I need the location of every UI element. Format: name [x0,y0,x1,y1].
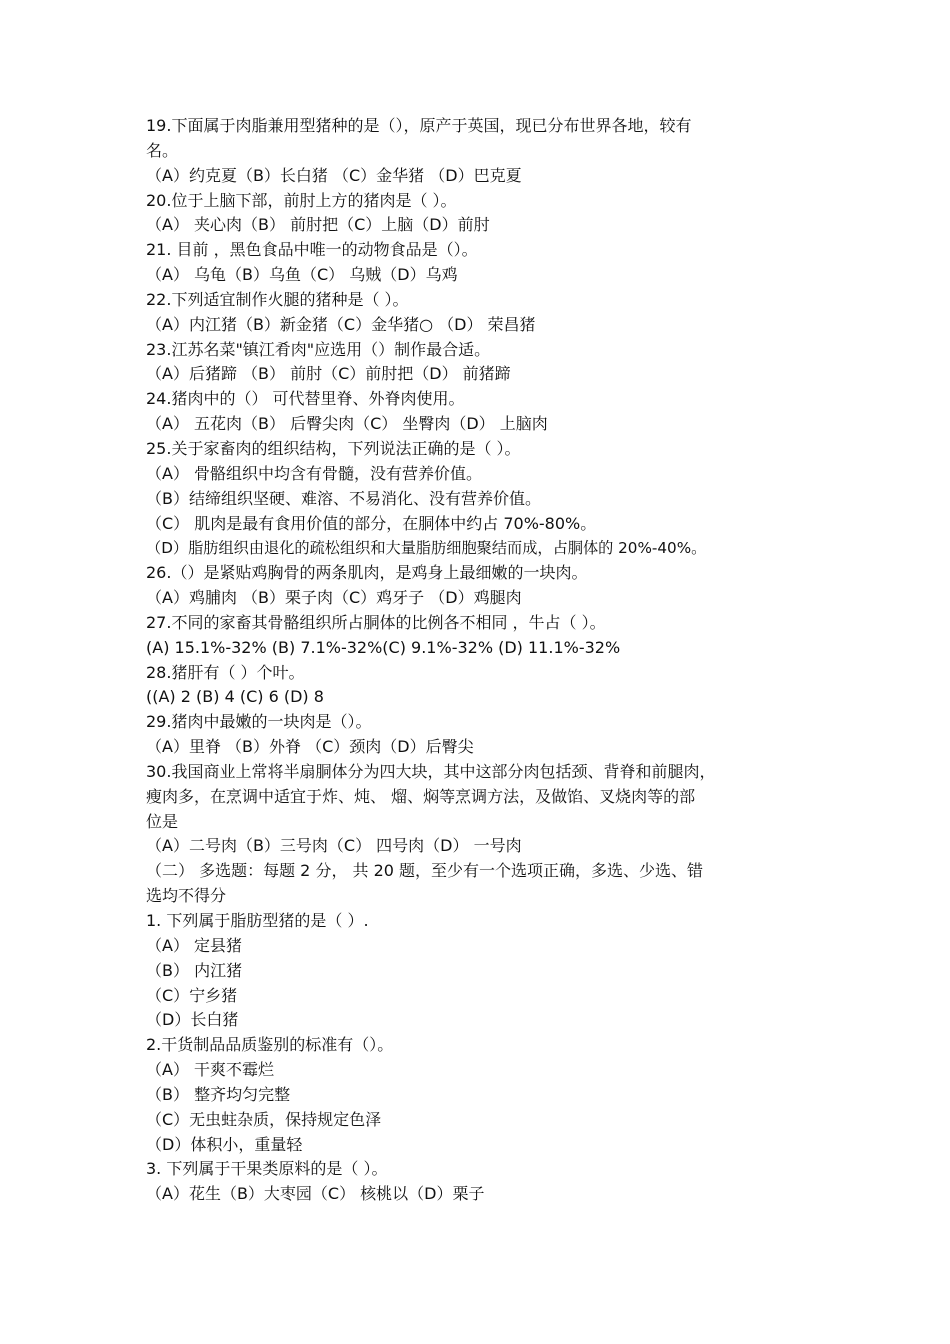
question-27: 27.不同的家畜其骨骼组织所占胴体的比例各不相同 ，牛占（ ）。 [146,612,606,632]
question-30-line-3: 位是 [146,811,179,831]
question-29-options: （A）里脊 （B）外脊 （C）颈肉（D）后臀尖 [146,737,474,757]
question-30-options: （A）二号肉（B）三号肉（C） 四号肉（D） 一号肉 [146,836,522,856]
mc-question-1-option-d: （D）长白猪 [146,1010,239,1030]
question-28: 28.猪肝有（ ）个叶。 [146,662,305,682]
question-26: 26.（）是紧贴鸡胸骨的两条肌肉，是鸡身上最细嫩的一块肉。 [146,563,588,583]
question-28-options: ((A) 2 (B) 4 (C) 6 (D) 8 [146,687,324,707]
question-20-options: （A） 夹心肉（B） 前肘把（C）上脑（D）前肘 [146,215,490,235]
document-page [146,114,816,1207]
question-29: 29.猪肉中最嫩的一块肉是（）。 [146,712,372,732]
question-27-options: (A) 15.1%-32% (B) 7.1%-32%(C) 9.1%-32% (D) 11.1%-32% [146,637,621,657]
mc-question-2-option-a: （A） 干爽不霉烂 [146,1060,275,1080]
mc-question-3: 3. 下列属于干果类原料的是（ ）。 [146,1159,388,1179]
question-25: 25.关于家畜肉的组织结构，下列说法正确的是（ ）。 [146,438,521,458]
question-25-option-d: （D）脂肪组织由退化的疏松组织和大量脂肪细胞聚结而成，占胴体的 20%-40%。 [146,539,707,558]
question-20: 20.位于上脑下部，前肘上方的猪肉是（ ）。 [146,190,457,210]
question-21: 21. 目前 ，黑色食品中唯一的动物食品是（）。 [146,240,478,260]
question-22-options: （A）内江猪（B）新金猪（C）金华猪○ （D） 荣昌猪 [146,314,536,334]
section-heading-line-1: （二） 多选题：每题 2 分， 共 20 题，至少有一个选项正确，多选、少选、错 [146,861,704,881]
question-23-options: （A）后猪蹄 （B） 前肘（C）前肘把（D） 前猪蹄 [146,364,511,384]
mc-question-2-option-b: （B） 整齐均匀完整 [146,1084,291,1104]
question-19-line-2: 名。 [146,140,179,160]
mc-question-1-option-c: （C）宁乡猪 [146,985,238,1005]
question-24: 24.猪肉中的（） 可代替里脊、外脊肉使用。 [146,389,465,409]
question-22: 22.下列适宜制作火腿的猪种是（ ）。 [146,289,409,309]
question-19-options: （A）约克夏（B）长白猪 （C）金华猪 （D）巴克夏 [146,165,522,185]
question-25-option-c: （C） 肌肉是最有食用价值的部分，在胴体中约占 70%-80%。 [146,513,597,533]
question-19-line-1: 19.下面属于肉脂兼用型猪种的是（），原产于英国，现已分布世界各地，较有 [146,116,692,135]
mc-question-2-option-d: （D）体积小，重量轻 [146,1134,303,1154]
mc-question-1: 1. 下列属于脂肪型猪的是（ ）. [146,911,369,930]
section-heading-line-2: 选均不得分 [146,886,227,906]
mc-question-3-options: （A）花生（B）大枣园（C） 核桃以（D）栗子 [146,1184,485,1204]
question-23: 23.江苏名菜"镇江肴肉"应选用（）制作最合适。 [146,339,491,359]
mc-question-2-option-c: （C）无虫蛀杂质，保持规定色泽 [146,1109,382,1129]
question-25-option-a: （A） 骨骼组织中均含有骨髓，没有营养价值。 [146,463,483,483]
question-30-line-2: 瘦肉多，在烹调中适宜于炸、炖、 熘、焖等烹调方法，及做馅、叉烧肉等的部 [146,786,696,806]
question-30-line-1: 30.我国商业上常将半扇胴体分为四大块，其中这部分肉包括颈、背脊和前腿肉， [146,761,716,781]
question-26-options: （A）鸡脯肉 （B）栗子肉（C）鸡牙子 （D）鸡腿肉 [146,588,522,608]
question-24-options: （A） 五花肉（B） 后臀尖肉（C） 坐臀肉（D） 上脑肉 [146,414,548,434]
question-21-options: （A） 乌龟（B）乌鱼（C） 乌贼（D）乌鸡 [146,265,458,285]
mc-question-1-option-a: （A） 定县猪 [146,935,243,955]
mc-question-2: 2.干货制品品质鉴别的标准有（）。 [146,1035,394,1055]
mc-question-1-option-b: （B） 内江猪 [146,960,243,980]
question-25-option-b: （B）结缔组织坚硬、难溶、不易消化、没有营养价值。 [146,488,541,508]
